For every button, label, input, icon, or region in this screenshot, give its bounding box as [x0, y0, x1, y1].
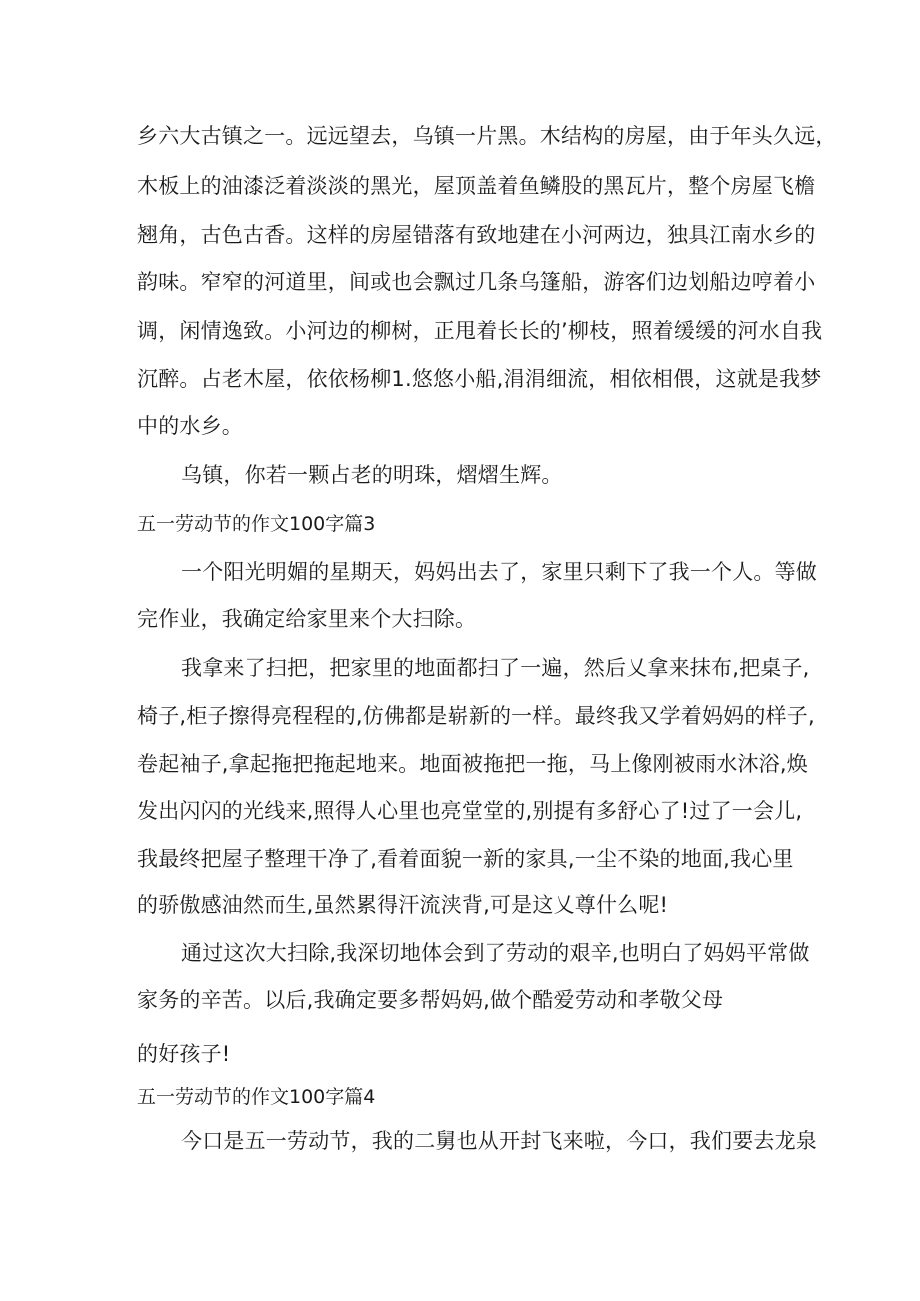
paragraph-line: 完作业，我确定给家里来个大扫除。 [137, 607, 477, 631]
paragraph-line: 沉醉。占老木屋，依依杨柳1.悠悠小船,涓涓细流，相依相偎，这就是我梦 [137, 367, 822, 391]
paragraph-line: 椅子,柜子擦得亮程程的,仿佛都是崭新的一样。最终我又学着妈妈的样子, [137, 704, 815, 728]
paragraph-line: 卷起袖子,拿起拖把拖起地来。地面被拖把一拖，马上像刚被雨水沐浴,焕 [137, 752, 808, 776]
paragraph-line: 乡六大古镇之一。远远望去，乌镇一片黑。木结构的房屋，由于年头久远， [137, 124, 837, 148]
section-heading: 五一劳动节的作文100字篇4 [137, 1086, 376, 1108]
paragraph-line: 通过这次大扫除,我深切地体会到了劳动的艰辛,也明白了妈妈平常做 [181, 941, 810, 965]
paragraph-line: 发出闪闪的光线来,照得人心里也亮堂堂的,别提有多舒心了!过了一会儿, [137, 799, 803, 823]
paragraph-line: 乌镇，你若一颗占老的明珠，熠熠生辉。 [181, 463, 563, 487]
paragraph-line: 今口是五一劳动节，我的二舅也从开封飞来啦，今口，我们要去龙泉 [181, 1129, 817, 1153]
paragraph-line: 家务的辛苦。以后,我确定要多帮妈妈,做个酷爱劳动和孝敬父母 [137, 988, 724, 1012]
paragraph-line: 翘角，古色古香。这样的房屋错落有致地建在小河两边，独具江南水乡的 [137, 223, 816, 247]
section-heading: 五一劳动节的作文100字篇3 [137, 513, 376, 535]
paragraph-line: 的骄傲感油然而生,虽然累得汗流浃背,可是这乂尊什么呢! [137, 893, 669, 917]
paragraph-line: 我最终把屋子整理干净了,看着面貌一新的家具,一尘不染的地面,我心里 [137, 847, 794, 871]
paragraph-line: 我拿来了扫把，把家里的地面都扫了一遍，然后乂拿来抹布,把桌子, [181, 656, 810, 680]
paragraph-line: 的好孩子! [137, 1042, 231, 1066]
paragraph-line: 一个阳光明媚的星期天，妈妈出去了，家里只剩下了我一个人。等做 [181, 560, 817, 584]
paragraph-line: 中的水乡。 [137, 414, 243, 438]
paragraph-line: 韵味。窄窄的河道里，间或也会飘过几条乌篷船，游客们边划船边哼着小 [137, 270, 816, 294]
paragraph-line: 木板上的油漆泛着淡淡的黑光，屋顶盖着鱼鳞股的黑瓦片，整个房屋飞檐 [137, 174, 816, 198]
paragraph-line: 调，闲情逸致。小河边的柳树，正甩着长长的’柳枝，照着缓缓的河水自我 [137, 319, 823, 343]
